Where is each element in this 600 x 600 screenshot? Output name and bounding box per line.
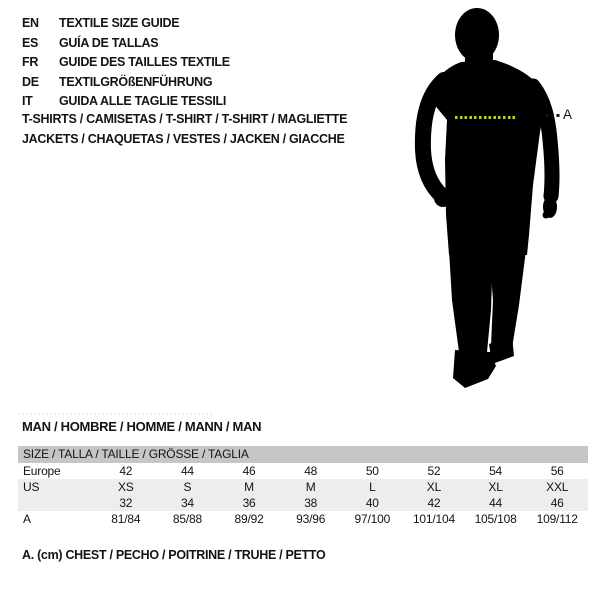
size-cell: 42 <box>119 464 133 478</box>
size-cell: 93/96 <box>296 512 326 526</box>
size-table-header: SIZE / TALLA / TAILLE / GRÖSSE / TAGLIA <box>18 446 588 463</box>
size-cell: 44 <box>180 464 194 478</box>
measure-pointer-dashes <box>546 114 561 117</box>
language-code: FR <box>22 55 39 69</box>
size-cell: XXL <box>546 480 569 494</box>
size-cell: 42 <box>427 496 441 510</box>
size-cell: 109/112 <box>536 512 578 526</box>
measure-label-a: A <box>563 107 573 122</box>
size-cell: XL <box>488 480 503 494</box>
row-label: US <box>23 480 40 494</box>
size-cell: 32 <box>119 496 133 510</box>
size-cell: 101/104 <box>412 512 455 526</box>
size-cell: 81/84 <box>111 512 141 526</box>
table-row <box>18 479 588 495</box>
size-cell: 89/92 <box>234 512 264 526</box>
table-row <box>18 511 588 527</box>
size-cell: 46 <box>242 464 256 478</box>
size-cell: 85/88 <box>172 512 202 526</box>
size-cell: 50 <box>365 464 379 478</box>
size-cell: 44 <box>489 496 503 510</box>
size-cell: 54 <box>489 464 503 478</box>
garment-line: T-SHIRTS / CAMISETAS / T-SHIRT / T-SHIRT / MAGLIETTE <box>22 112 348 126</box>
language-label: TEXTILGRÖßENFÜHRUNG <box>59 74 213 89</box>
measurement-footnote: A. (cm) CHEST / PECHO / POITRINE / TRUHE / PETTO <box>22 548 326 562</box>
chest-measure-dashed-line <box>455 116 517 119</box>
language-code: IT <box>22 94 33 108</box>
size-cell: M <box>244 480 254 494</box>
size-cell: 40 <box>365 496 379 510</box>
size-cell: 46 <box>550 496 564 510</box>
size-cell: 52 <box>427 464 441 478</box>
language-code: ES <box>22 35 39 50</box>
size-cell: 36 <box>242 496 256 510</box>
size-cell: XS <box>118 480 134 494</box>
language-label: GUÍA DE TALLAS <box>59 35 159 50</box>
size-cell: 97/100 <box>354 512 391 526</box>
table-row <box>18 463 588 479</box>
garment-line: JACKETS / CHAQUETAS / VESTES / JACKEN / GIACCHE <box>22 132 345 146</box>
language-label: GUIDE DES TAILLES TEXTILE <box>59 55 230 69</box>
row-label: A <box>23 512 31 526</box>
language-code: EN <box>22 16 39 30</box>
size-cell: 105/108 <box>474 512 517 526</box>
language-label: TEXTILE SIZE GUIDE <box>59 16 180 30</box>
language-label: GUIDA ALLE TAGLIE TESSILI <box>59 94 227 108</box>
size-cell: 48 <box>304 464 318 478</box>
table-row <box>18 495 588 511</box>
size-cell: XL <box>426 480 442 494</box>
size-cell: L <box>369 480 376 494</box>
size-table-grid <box>18 463 588 527</box>
size-cell: M <box>305 480 316 494</box>
size-cell: S <box>183 480 192 494</box>
size-cell: 34 <box>180 496 194 510</box>
section-title: MAN / HOMBRE / HOMME / MANN / MAN <box>22 419 262 434</box>
size-cell: 56 <box>550 464 564 478</box>
man-silhouette <box>405 5 573 395</box>
row-label: Europe <box>23 464 61 478</box>
row-label <box>18 495 95 511</box>
size-table <box>18 446 588 527</box>
size-cell: 38 <box>304 496 318 510</box>
faint-divider <box>18 413 212 415</box>
language-code: DE <box>22 74 39 89</box>
